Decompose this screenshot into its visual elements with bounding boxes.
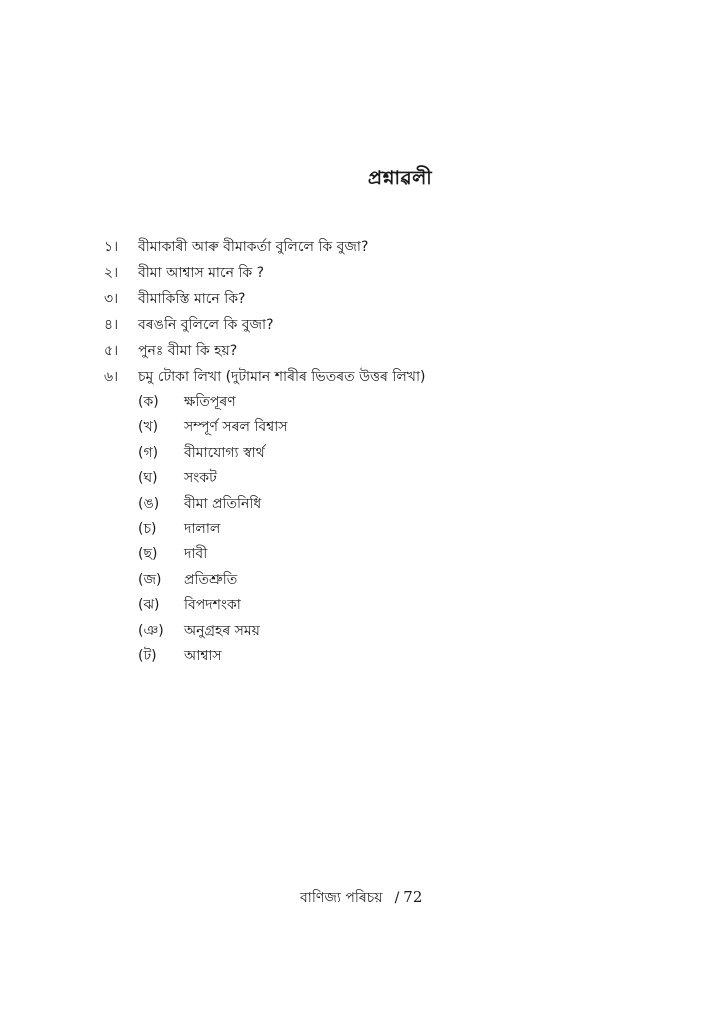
question-item (0, 234, 724, 260)
short-note-item (0, 593, 724, 618)
short-note-item (0, 542, 724, 567)
short-note-item (0, 466, 724, 491)
question-text: বীমাকিস্তি মানে কি? (138, 291, 246, 307)
short-note-marker: (ক) (138, 394, 159, 410)
short-note-text: ক্ষতিপূৰণ (184, 394, 236, 410)
short-note-text: বীমা প্ৰতিনিধি (184, 495, 262, 512)
short-note-item (0, 441, 724, 466)
short-note-marker: (ঙ) (138, 495, 160, 512)
page-footer (300, 886, 422, 910)
short-note-marker: (খ) (138, 419, 159, 436)
short-note-item (0, 517, 724, 542)
question-text: চমু টোকা লিখা (দুটামান শাৰীৰ ভিতৰত উত্তৰ লিখা) (138, 369, 426, 385)
short-note-text: প্ৰতিশ্ৰুতি (184, 571, 238, 588)
footer-separator: / (394, 890, 400, 906)
short-note-marker: (চ) (138, 520, 157, 537)
question-text: পুনঃ বীমা কি হয়? (138, 343, 238, 359)
short-note-item (0, 415, 724, 440)
short-note-marker: (গ) (138, 444, 159, 461)
short-note-item (0, 644, 724, 669)
question-list (0, 234, 724, 390)
short-note-text: দাবী (184, 546, 208, 563)
short-note-text: অনুগ্ৰহৰ সময় (184, 622, 260, 639)
question-number: ৬। (104, 369, 119, 385)
short-note-text: সম্পূৰ্ণ সৰল বিশ্বাস (184, 419, 288, 436)
short-note-marker: (ছ) (138, 546, 158, 563)
short-note-text: সংকট (184, 470, 217, 487)
short-note-item (0, 568, 724, 593)
short-note-marker: (ঘ) (138, 470, 158, 487)
page-title: প্ৰশ্নাৱলী (367, 167, 433, 189)
short-note-marker: (ট) (138, 647, 157, 664)
short-note-marker: (জ) (138, 571, 162, 588)
short-note-item (0, 390, 724, 415)
question-text: বৰঙনি বুলিলে কি বুজা? (138, 317, 274, 333)
question-number: ২। (104, 265, 119, 281)
short-note-text: বীমাযোগ্য স্বাৰ্থ (184, 444, 265, 461)
short-note-text: দালাল (184, 520, 221, 537)
book-title: বাণিজ্য পৰিচয় (300, 890, 383, 906)
question-item (0, 260, 724, 286)
question-text: বীমা আশ্বাস মানে কি ? (138, 265, 265, 281)
question-item (0, 364, 724, 390)
question-number: ৩। (104, 291, 119, 307)
short-note-marker: (ঞ) (138, 622, 164, 639)
short-note-item (0, 619, 724, 644)
question-text: বীমাকাৰী আৰু বীমাকৰ্তা বুলিলে কি বুজা? (138, 239, 369, 255)
short-note-list (0, 390, 724, 669)
short-note-text: বিপদশংকা (184, 597, 241, 614)
short-note-marker: (ঝ) (138, 597, 160, 614)
question-number: ৫। (104, 343, 119, 359)
page-number: 72 (403, 888, 423, 906)
short-note-item (0, 492, 724, 517)
question-item (0, 286, 724, 312)
question-item (0, 312, 724, 338)
question-item (0, 338, 724, 364)
question-number: ৪। (104, 317, 119, 333)
question-number: ১। (104, 239, 119, 255)
short-note-text: আশ্বাস (184, 647, 222, 664)
